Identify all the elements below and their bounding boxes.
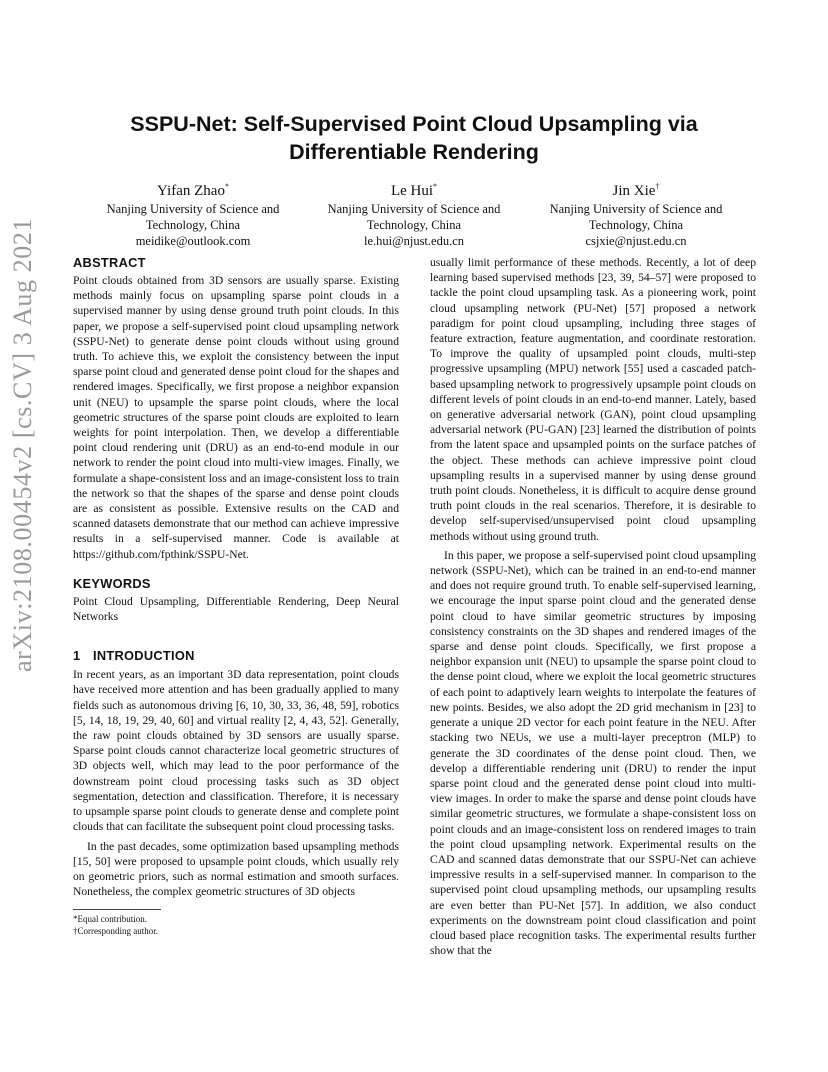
author-affiliation: Technology, China bbox=[588, 218, 684, 232]
author-name: Jin Xie† bbox=[612, 182, 660, 199]
section-title: INTRODUCTION bbox=[93, 648, 195, 664]
abstract-heading: ABSTRACT bbox=[73, 255, 146, 270]
intro-heading bbox=[73, 648, 399, 664]
abstract-text: Point clouds obtained from 3D sensors are usually sparse. Existing methods mainly focus on upsampling sparse point clouds in a supervised manner by using dense ground truth point clouds. In this paper, we propose a self-supervised point cloud upsampling network (SSPU-Net) to generate dense point clouds without using ground truth. To achieve this, we exploit the consistency between the input sparse point cloud and generated dense point cloud for the shapes and rendered images. Specifically, we first propose a neighbor expansion unit (NEU) to upsample the sparse point clouds, where the local geometric structures of the sparse point clouds are exploited to learn weights for point interpolation. Then, we develop a differentiable point cloud rendering unit (DRU) as an end-to-end module in our network to render the point cloud into multi-view images. Finally, we formulate a shape-consistent loss and an image-consistent loss to train the network so that the shapes of the sparse and dense point clouds are as consistent as possible. Extensive results on the CAD and scanned datasets demonstrate that our method can achieve impressive results in a self-supervised manner. Code is available at https://github.com/fpthink/SSPU-Net. bbox=[73, 274, 399, 561]
author-affiliation: Technology, China bbox=[145, 218, 241, 232]
section-number: 1 bbox=[73, 648, 81, 664]
footnote-area bbox=[73, 909, 161, 937]
footnote-equal-contribution: *Equal contribution. bbox=[73, 914, 147, 924]
footnote-corresponding-author: †Corresponding author. bbox=[73, 926, 158, 936]
intro-paragraph-2: In the past decades, some optimization based upsampling methods [15, 50] were proposed to upsample point clouds, which usually rely on geometric priors, such as normal estimation and smooth surfaces. Nonetheless, the complex geometric structures of 3D objects bbox=[73, 839, 399, 899]
author-email: csjxie@njust.edu.cn bbox=[585, 234, 687, 248]
intro-paragraph-1: In recent years, as an important 3D data representation, point clouds have received more attention and has been gradually applied to many fields such as autonomous driving [6, 10, 30, 33, 36, 48, 59], robotics [5, 14, 18, 19, 29, 40, 60] and virtual reality [2, 4, 43, 52]. Generally, the raw point clouds obtained by 3D sensors are usually sparse. Sparse point clouds cannot characterize local geometric structures of 3D objects well, which may lead to the poor performance of the downstream point cloud processing tasks such as 3D object segmentation, detection and classification. Therefore, it is necessary to upsample sparse point clouds to generate dense and complete point clouds that can facilitate the subsequent point cloud processing tasks. bbox=[73, 668, 399, 834]
author-name: Yifan Zhao* bbox=[157, 182, 229, 199]
footnote-rule bbox=[73, 909, 161, 910]
right-column bbox=[430, 255, 756, 958]
author-block-1 bbox=[78, 178, 308, 249]
right-paragraph-2: In this paper, we propose a self-supervised point cloud upsampling network (SSPU-Net), which can be trained in an end-to-end manner and does not require ground truth. To enable self-supervised learning, we encourage the input sparse point cloud and the generated dense point cloud to have similar geometric structures by imposing consistency constraints on the 3D shapes and rendered images of the sparse and dense point clouds. Specifically, we first propose a neighbor expansion unit (NEU) to upsample the sparse point cloud to the dense point cloud, where we exploit the local geometric structures of each point to adaptively learn weights to interpolate the features of new points. Besides, we also adopt the 2D grid mechanism in [23] to generate a unique 2D vector for each point feature in the NEU. After stacking two NEUs, we use a multi-layer preceptron (MLP) to generate the 3D coordinates of the dense point cloud. Then, we develop a differentiable rendering unit (DRU) to render the input sparse point cloud and the generated dense point cloud into multi-view images. In order to make the sparse and dense point clouds have similar geometric structures, we formulate a shape-consistent loss on point clouds and an image-consistent loss on rendered images to train the point cloud upsampling network. Experimental results on the CAD and scanned datas demonstrate that our SSPU-Net can achieve impressive results in a self-supervised manner. In comparison to the supervised point cloud upsampling methods, our upsampling results are even better than PU-Net [57]. In addition, we also conduct experiments on the downstream point cloud classification and point cloud based place recognition tasks. The experimental results further show that the bbox=[430, 548, 756, 958]
right-paragraph-1: usually limit performance of these methods. Recently, a lot of deep learning based supervised methods [23, 39, 54–57] were proposed to tackle the point cloud upsampling task. As a pioneering work, point cloud upsampling network (PU-Net) [57] proposed a network paradigm for point cloud upsampling, including three stages of feature extraction, feature augmentation, and coordinate restoration. To improve the quality of upsampled point clouds, multi-step progressive upsampling (MPU) network [55] used a cascaded patch-based upsampling network to progressively upsample point clouds on different levels of point clouds in an end-to-end manner. Lately, based on generative adversarial network (GAN), point cloud upsampling adversarial network (PU-GAN) [23] learned the distribution of points from the latent space and upsampled points on the surface patches of the object. These methods can achieve impressive point cloud upsampling results in a supervised manner by using dense ground truth point clouds. Nonetheless, it is difficult to acquire dense ground truth point clouds in the real scenarios. Therefore, it is desirable to develop self-supervised/unsupervised point cloud upsampling methods without using ground truth. bbox=[430, 256, 756, 543]
author-name: Le Hui* bbox=[390, 182, 438, 199]
arxiv-watermark: arXiv:2108.00454v2 [cs.CV] 3 Aug 2021 bbox=[8, 217, 37, 672]
author-affiliation: Nanjing University of Science and bbox=[327, 202, 501, 216]
paper-title: SSPU-Net: Self-Supervised Point Cloud Upsampling via Differentiable Rendering bbox=[130, 112, 698, 164]
author-email: le.hui@njust.edu.cn bbox=[363, 234, 465, 248]
author-affiliation: Nanjing University of Science and bbox=[106, 202, 280, 216]
keywords-text: Point Cloud Upsampling, Differentiable Rendering, Deep Neural Networks bbox=[73, 594, 399, 624]
author-affiliation: Technology, China bbox=[366, 218, 462, 232]
left-column bbox=[73, 255, 399, 899]
author-block-3 bbox=[521, 178, 751, 249]
keywords-heading: KEYWORDS bbox=[73, 575, 151, 591]
author-affiliation: Nanjing University of Science and bbox=[549, 202, 723, 216]
author-block-2 bbox=[299, 178, 529, 249]
author-email: meidike@outlook.com bbox=[135, 234, 251, 248]
